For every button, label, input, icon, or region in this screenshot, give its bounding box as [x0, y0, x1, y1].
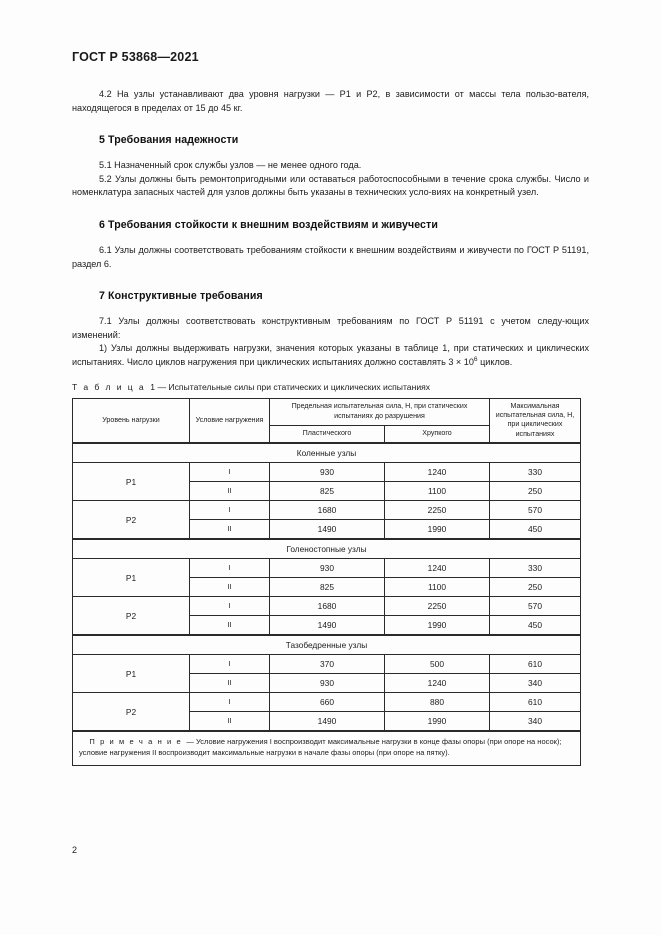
spacer — [72, 302, 589, 315]
cell-brittle: 1100 — [385, 578, 490, 597]
cell-condition: II — [190, 520, 270, 540]
spacer — [72, 200, 589, 219]
page-number: 2 — [72, 845, 78, 855]
test-forces-table — [72, 398, 581, 766]
cell-cyclic: 330 — [490, 463, 581, 482]
cell-plastic: 370 — [270, 655, 385, 674]
table-caption-label: Т а б л и ц а — [72, 381, 146, 392]
page-header: ГОСТ Р 53868—2021 — [72, 50, 199, 64]
paragraph-6-1: 6.1 Узлы должны соответствовать требованиям стойкости к внешним воздействиям и живучести по ГОСТ Р 51191, раздел 6. — [72, 244, 589, 269]
cell-brittle: 2250 — [385, 501, 490, 520]
paragraph-7-1: 7.1 Узлы должны соответствовать конструктивным требованиям по ГОСТ Р 51191 с учетом следу-ющих изменений: — [72, 316, 589, 340]
cell-brittle: 1240 — [385, 559, 490, 578]
cell-brittle: 1990 — [385, 616, 490, 636]
cell-cyclic: 450 — [490, 616, 581, 636]
table-row — [73, 597, 581, 616]
cell-cyclic: 250 — [490, 482, 581, 501]
cell-plastic: 930 — [270, 463, 385, 482]
cell-plastic: 825 — [270, 578, 385, 597]
cell-condition: I — [190, 655, 270, 674]
page-content — [72, 88, 589, 766]
section-heading-7: 7 Конструктивные требования — [99, 290, 263, 303]
header-max-cyclic-force: Максимальная испытательная сила, Н, при циклических испытаниях — [490, 398, 581, 443]
cell-condition: II — [190, 578, 270, 597]
header-load-level: Уровень нагрузки — [73, 398, 190, 443]
cell-cyclic: 250 — [490, 578, 581, 597]
cell-condition: I — [190, 597, 270, 616]
cell-condition: I — [190, 501, 270, 520]
cell-load-level: Р2 — [73, 501, 190, 540]
table-body — [73, 443, 581, 765]
group-name-knee: Коленные узлы — [73, 443, 581, 463]
spacer — [72, 271, 589, 290]
cell-plastic: 1490 — [270, 520, 385, 540]
cell-condition: II — [190, 616, 270, 636]
group-name-hip: Тазобедренные узлы — [73, 635, 581, 655]
table-note-label: П р и м е ч а н и е — [89, 737, 183, 747]
cell-brittle: 1240 — [385, 463, 490, 482]
table-note — [73, 731, 581, 765]
cell-load-level: Р2 — [73, 597, 190, 636]
cycle-count — [448, 357, 512, 367]
cell-brittle: 2250 — [385, 597, 490, 616]
cycle-count-exponent: 6 — [473, 355, 478, 363]
cell-cyclic: 570 — [490, 501, 581, 520]
cell-load-level: Р1 — [73, 463, 190, 501]
cell-condition: I — [190, 463, 270, 482]
paragraph-4-2: 4.2 На узлы устанавливают два уровня нагрузки — Р1 и Р2, в зависимости от массы тела пользо-вателя, находящегося в пределах от 15 до 45 кг. — [72, 89, 589, 113]
group-header-row — [73, 443, 581, 463]
item-1-text: 1) Узлы должны выдерживать нагрузки, значения которых указаны в таблице 1, при статических и циклических испытаниях. Число циклов нагружения при циклических испытаниях должно составлять — [72, 343, 589, 367]
table-row — [73, 501, 581, 520]
cell-cyclic: 610 — [490, 693, 581, 712]
cell-load-level: Р1 — [73, 559, 190, 597]
cell-cyclic: 340 — [490, 712, 581, 732]
cell-plastic: 660 — [270, 693, 385, 712]
cell-plastic: 930 — [270, 674, 385, 693]
cycle-count-unit: циклов. — [477, 356, 513, 367]
table-caption — [72, 382, 589, 392]
section-heading-6: 6 Требования стойкости к внешним воздействиям и живучести — [99, 218, 438, 231]
table-row — [73, 559, 581, 578]
cell-brittle: 1240 — [385, 674, 490, 693]
cycle-count-base: 3 × 10 — [448, 356, 474, 367]
table-caption-text: — Испытательные силы при статических и циклических испытаниях — [157, 381, 431, 392]
group-header-row — [73, 635, 581, 655]
cell-brittle: 1990 — [385, 520, 490, 540]
spacer — [72, 146, 589, 159]
cell-plastic: 1680 — [270, 501, 385, 520]
group-name-ankle: Голеностопные узлы — [73, 539, 581, 559]
cell-brittle: 1990 — [385, 712, 490, 732]
cell-cyclic: 340 — [490, 674, 581, 693]
paragraph-5-1: 5.1 Назначенный срок службы узлов — не менее одного года. — [99, 160, 362, 171]
cell-cyclic: 610 — [490, 655, 581, 674]
cell-condition: I — [190, 559, 270, 578]
cell-cyclic: 330 — [490, 559, 581, 578]
spacer — [72, 370, 589, 382]
header-brittle: Хрупкого — [385, 425, 490, 443]
spacer — [72, 115, 589, 134]
table-note-row — [73, 731, 581, 765]
cell-load-level: Р1 — [73, 655, 190, 693]
cell-plastic: 930 — [270, 559, 385, 578]
cell-cyclic: 570 — [490, 597, 581, 616]
cell-condition: II — [190, 674, 270, 693]
cell-plastic: 1680 — [270, 597, 385, 616]
header-load-condition: Условие нагружения — [190, 398, 270, 443]
table-caption-number: 1 — [150, 381, 156, 392]
table-header-row-1 — [73, 398, 581, 425]
table-row — [73, 463, 581, 482]
cell-brittle: 1100 — [385, 482, 490, 501]
cell-brittle: 880 — [385, 693, 490, 712]
cell-brittle: 500 — [385, 655, 490, 674]
cell-condition: I — [190, 693, 270, 712]
cell-cyclic: 450 — [490, 520, 581, 540]
cell-condition: II — [190, 712, 270, 732]
paragraph-7-1-item-1 — [72, 342, 589, 369]
table-row — [73, 655, 581, 674]
cell-plastic: 825 — [270, 482, 385, 501]
cell-plastic: 1490 — [270, 616, 385, 636]
header-ultimate-force: Предельная испытательная сила, Н, при статических испытаниях до разрушения — [270, 398, 490, 425]
group-header-row — [73, 539, 581, 559]
header-plastic: Пластического — [270, 425, 385, 443]
paragraph-5-2: 5.2 Узлы должны быть ремонтопригодными или оставаться работоспособными в течение срока службы. Число и номенклатура запасных частей для узлов должны быть указаны в технических усло-виях на конкретный узел. — [72, 173, 589, 198]
table-head — [73, 398, 581, 443]
spacer — [72, 231, 589, 244]
section-heading-5: 5 Требования надежности — [99, 134, 239, 147]
cell-condition: II — [190, 482, 270, 501]
table-note-text: — Условие нагружения I воспроизводит максимальные нагрузки в конце фазы опоры (при опоре на носок); условие нагружения II воспроизводит максимальные нагрузки в начале фазы опоры (при опоре на пятку). — [79, 737, 562, 758]
cell-load-level: Р2 — [73, 693, 190, 732]
table-row — [73, 693, 581, 712]
cell-plastic: 1490 — [270, 712, 385, 732]
